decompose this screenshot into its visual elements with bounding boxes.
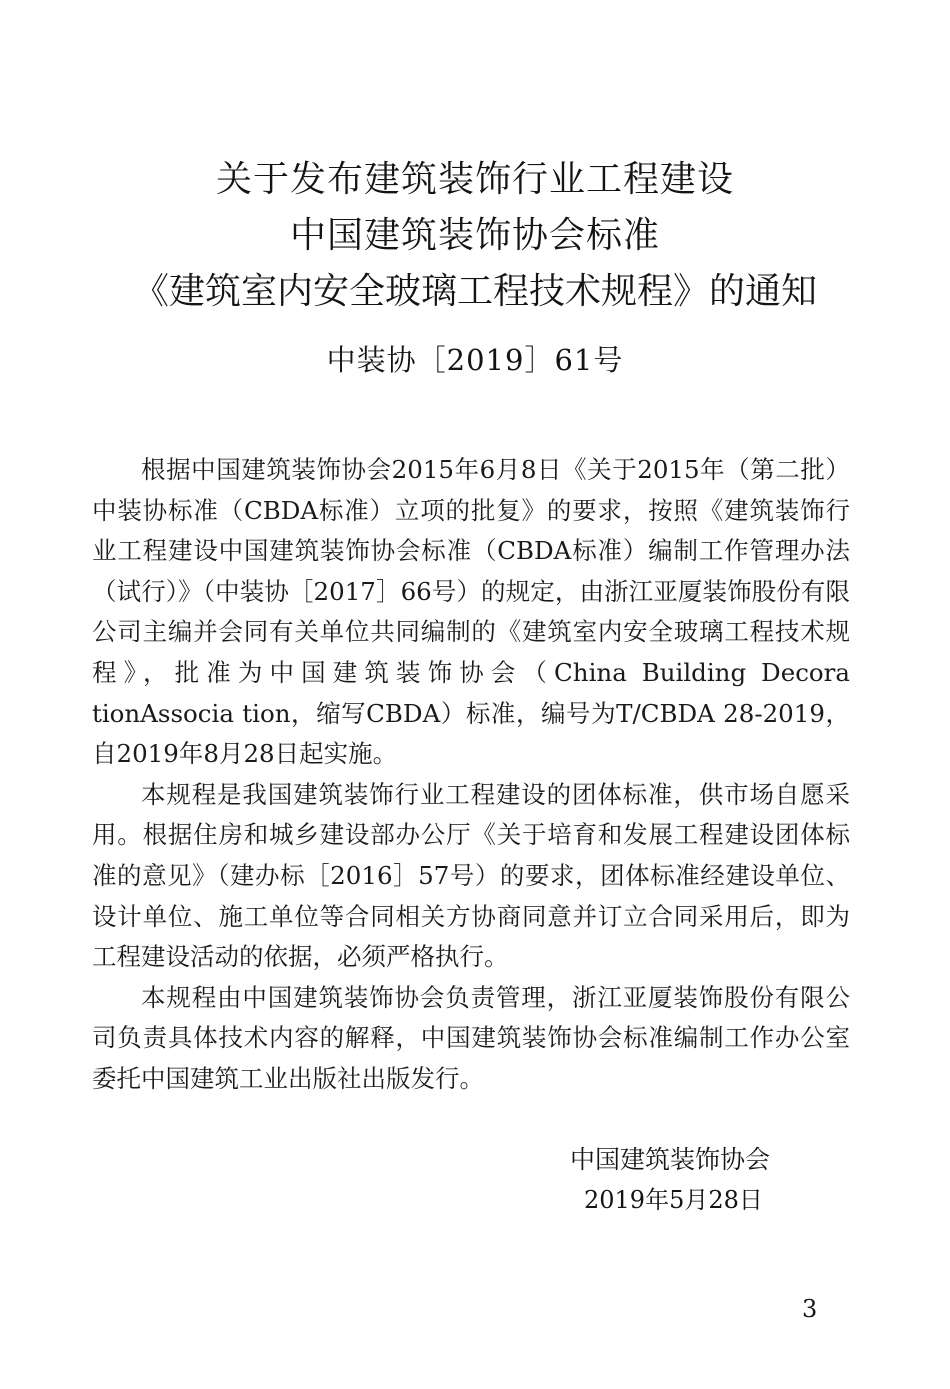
body-paragraph-1: 根据中国建筑装饰协会2015年6月8日《关于2015年（第二批）中装协标准（CBDA标准）立项的批复》的要求，按照《建筑装饰行业工程建设中国建筑装饰协会标准（CBDA标准）编制工作管理办法（试行）》（中装协［2017］66号）的规定，由浙江亚厦装饰股份有限公司主编并会同有关单位共同编制的《建筑室内安全玻璃工程技术规程》，批准为中国建筑装饰协会（China Building Decora tionAssocia tion，缩写CBDA）标准，编号为T/CBDA 28-2019，自2019年8月28日起实施。	[92, 455, 850, 769]
issue-date: 2019年5月28日	[584, 1186, 763, 1214]
issuing-organization: 中国建筑装饰协会	[570, 1145, 771, 1174]
notice-title	[0, 152, 950, 320]
title-line-3: 《建筑室内安全玻璃工程技术规程》的通知	[132, 271, 817, 312]
page-number: 3	[802, 1295, 818, 1323]
title-line-2: 中国建筑装饰协会标准	[289, 215, 660, 256]
document-number: 中装协［2019］61号	[326, 343, 624, 377]
title-line-1: 关于发布建筑装饰行业工程建设	[215, 159, 734, 200]
body-paragraph-2: 本规程是我国建筑装饰行业工程建设的团体标准，供市场自愿采用。根据住房和城乡建设部办公厅《关于培育和发展工程建设团体标准的意见》（建办标［2016］57号）的要求，团体标准经建设单位、设计单位、施工单位等合同相关方协商同意并订立合同采用后，即为工程建设活动的依据，必须严格执行。	[92, 779, 850, 972]
notice-body	[92, 450, 850, 1100]
body-paragraph-3: 本规程由中国建筑装饰协会负责管理，浙江亚厦装饰股份有限公司负责具体技术内容的解释，中国建筑装饰协会标准编制工作办公室委托中国建筑工业出版社出版发行。	[92, 982, 850, 1093]
